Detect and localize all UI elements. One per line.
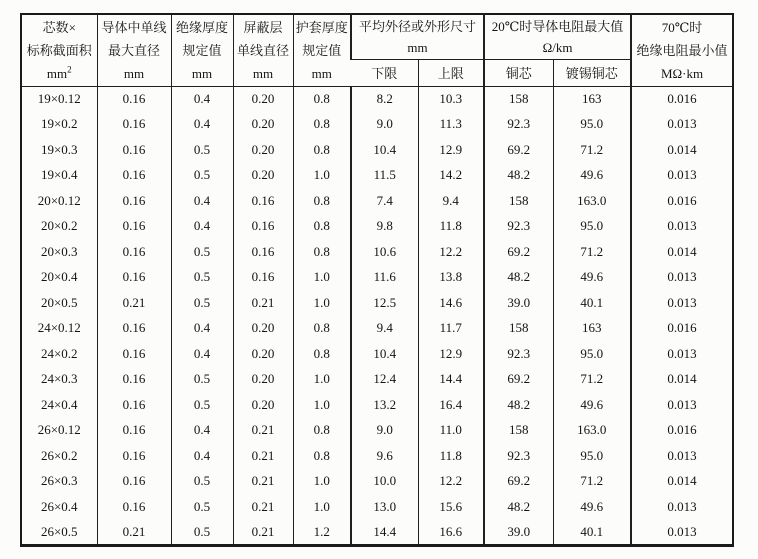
col-header-insulation-thickness — [171, 14, 233, 86]
table-cell: 92.3 — [484, 214, 553, 240]
table-cell: 0.16 — [97, 443, 171, 469]
table-cell: 48.2 — [484, 163, 553, 189]
table-cell: 0.20 — [233, 86, 293, 112]
table-cell: 71.2 — [553, 239, 631, 265]
row-label-cell: 26×0.3 — [40, 473, 78, 489]
header-text: 绝缘电阻最小值 — [636, 42, 728, 58]
col-header-conductor-wire-diameter — [97, 14, 171, 86]
table-cell: 0.16 — [97, 418, 171, 444]
table-cell: 10.6 — [351, 239, 418, 265]
table-cell: 39.0 — [484, 290, 553, 316]
header-unit: mm — [191, 65, 213, 81]
table-cell: 95.0 — [553, 341, 631, 367]
row-label-cell: 20×0.3 — [40, 243, 78, 259]
table-cell: 158 — [484, 188, 553, 214]
table-cell: 10.0 — [351, 469, 418, 495]
col-group-conductor-resistance — [484, 14, 631, 59]
table-cell: 0.16 — [97, 188, 171, 214]
table-cell: 0.16 — [97, 341, 171, 367]
table-row — [21, 188, 733, 214]
table-cell: 0.16 — [97, 316, 171, 342]
superscript-2: 2 — [67, 64, 72, 75]
header-text: 最大直径 — [107, 42, 160, 58]
header-text: 护套厚度 — [295, 19, 348, 35]
table-cell: 1.0 — [293, 265, 351, 291]
row-label-cell: 24×0.2 — [40, 345, 78, 361]
table-cell: 11.3 — [418, 112, 484, 138]
table-cell: 0.016 — [631, 418, 733, 444]
table-cell: 14.4 — [418, 367, 484, 393]
table-cell: 10.4 — [351, 137, 418, 163]
row-label-cell: 26×0.4 — [40, 498, 78, 514]
table-cell: 0.013 — [631, 163, 733, 189]
table-cell: 0.5 — [171, 239, 233, 265]
table-cell: 0.5 — [171, 290, 233, 316]
table-cell: 1.0 — [293, 290, 351, 316]
table-cell: 0.4 — [171, 188, 233, 214]
table-cell: 0.013 — [631, 392, 733, 418]
table-cell: 0.16 — [97, 163, 171, 189]
table-cell: 1.0 — [293, 367, 351, 393]
table-cell: 158 — [484, 86, 553, 112]
table-row — [21, 137, 733, 163]
table-row — [21, 418, 733, 444]
table-cell: 0.5 — [171, 163, 233, 189]
table-cell: 13.2 — [351, 392, 418, 418]
table-cell: 0.21 — [233, 494, 293, 520]
table-row — [21, 494, 733, 520]
header-unit: MΩ·km — [660, 65, 704, 81]
cable-spec-table — [20, 13, 734, 547]
table-cell: 69.2 — [484, 367, 553, 393]
table-cell: 0.016 — [631, 188, 733, 214]
table-cell: 16.4 — [418, 392, 484, 418]
table-cell: 71.2 — [553, 469, 631, 495]
table-cell: 14.6 — [418, 290, 484, 316]
col-header-shield-wire-diameter — [233, 14, 293, 86]
table-cell: 0.21 — [233, 443, 293, 469]
subcol-header-upper-limit: 上限 — [418, 59, 484, 86]
table-cell: 49.6 — [553, 392, 631, 418]
table-cell: 0.16 — [97, 137, 171, 163]
table-row — [21, 265, 733, 291]
header-text: 芯数× — [42, 19, 76, 35]
col-header-cores-area — [21, 14, 97, 86]
table-cell: 69.2 — [484, 137, 553, 163]
table-cell: 7.4 — [351, 188, 418, 214]
table-cell: 0.8 — [293, 316, 351, 342]
table-cell: 8.2 — [351, 86, 418, 112]
table-cell: 14.2 — [418, 163, 484, 189]
table-cell: 9.6 — [351, 443, 418, 469]
table-cell: 163.0 — [553, 418, 631, 444]
table-cell: 158 — [484, 316, 553, 342]
header-text: 单线直径 — [236, 42, 289, 58]
table-cell: 0.013 — [631, 112, 733, 138]
table-cell: 0.16 — [97, 367, 171, 393]
table-cell: 48.2 — [484, 392, 553, 418]
table-cell: 0.20 — [233, 163, 293, 189]
table-cell: 15.6 — [418, 494, 484, 520]
table-cell: 69.2 — [484, 239, 553, 265]
row-label-cell: 19×0.12 — [37, 91, 81, 106]
table-cell: 0.014 — [631, 469, 733, 495]
header-unit: $mm^2$ — [46, 64, 72, 81]
table-cell: 0.16 — [97, 239, 171, 265]
header-text: 规定值 — [182, 42, 222, 58]
table-cell: 0.5 — [171, 392, 233, 418]
table-cell: 0.8 — [293, 418, 351, 444]
table-row — [21, 112, 733, 138]
header-text: 规定值 — [302, 42, 342, 58]
table-cell: 11.5 — [351, 163, 418, 189]
header-text: 绝缘厚度 — [175, 19, 228, 35]
table-cell: 158 — [484, 418, 553, 444]
table-cell: 39.0 — [484, 520, 553, 546]
table-cell: 0.16 — [233, 265, 293, 291]
table-row — [21, 239, 733, 265]
table-cell: 0.5 — [171, 469, 233, 495]
table-cell: 0.4 — [171, 316, 233, 342]
table-cell: 0.20 — [233, 316, 293, 342]
table-cell: 12.2 — [418, 239, 484, 265]
table-cell: 16.6 — [418, 520, 484, 546]
table-cell: 0.014 — [631, 137, 733, 163]
table-cell: 0.4 — [171, 86, 233, 112]
subcol-header-lower-limit: 下限 — [351, 59, 418, 86]
table-cell: 1.2 — [293, 520, 351, 546]
table-cell: 0.5 — [171, 494, 233, 520]
row-label-cell: 24×0.12 — [37, 320, 81, 336]
table-cell: 0.4 — [171, 341, 233, 367]
table-cell: 0.21 — [233, 520, 293, 546]
table-cell: 12.5 — [351, 290, 418, 316]
header-text: 70℃时 — [661, 19, 703, 35]
table-cell: 0.4 — [171, 214, 233, 240]
group-unit: mm — [407, 39, 428, 55]
subcol-header-tinned-copper-core: 镀锡铜芯 — [553, 59, 631, 86]
row-label-cell: 24×0.3 — [40, 371, 78, 387]
table-cell: 0.20 — [233, 367, 293, 393]
table-cell: 0.013 — [631, 265, 733, 291]
table-cell: 0.8 — [293, 341, 351, 367]
table-cell: 9.8 — [351, 214, 418, 240]
table-cell: 48.2 — [484, 494, 553, 520]
table-row — [21, 214, 733, 240]
row-label-cell: 20×0.5 — [40, 294, 78, 310]
table-cell: 9.0 — [351, 418, 418, 444]
table-cell: 95.0 — [553, 214, 631, 240]
table-cell: 14.4 — [351, 520, 418, 546]
table-cell: 0.16 — [233, 239, 293, 265]
row-label-cell: 19×0.3 — [40, 141, 78, 157]
table-cell: 95.0 — [553, 112, 631, 138]
header-text: 标称截面积 — [26, 42, 92, 58]
table-cell: 13.0 — [351, 494, 418, 520]
table-cell: 11.0 — [418, 418, 484, 444]
header-unit: mm — [123, 65, 145, 81]
row-label-cell: 26×0.2 — [40, 447, 78, 463]
table-cell: 0.21 — [97, 520, 171, 546]
table-row — [21, 163, 733, 189]
table-cell: 0.16 — [97, 214, 171, 240]
table-cell: 0.4 — [171, 443, 233, 469]
table-cell: 0.5 — [171, 265, 233, 291]
table-cell: 1.0 — [293, 494, 351, 520]
subcol-header-copper-core: 铜芯 — [484, 59, 553, 86]
table-cell: 11.8 — [418, 214, 484, 240]
table-row — [21, 316, 733, 342]
table-cell: 0.013 — [631, 443, 733, 469]
table-cell: 1.0 — [293, 469, 351, 495]
row-label-cell: 24×0.4 — [40, 396, 78, 412]
table-cell: 13.8 — [418, 265, 484, 291]
table-cell: 0.013 — [631, 214, 733, 240]
table-cell: 0.20 — [233, 392, 293, 418]
table-row — [21, 341, 733, 367]
table-cell: 0.20 — [233, 112, 293, 138]
table-cell: 0.016 — [631, 86, 733, 112]
table-cell: 0.21 — [233, 290, 293, 316]
table-cell: 0.013 — [631, 290, 733, 316]
table-cell: 0.8 — [293, 443, 351, 469]
table-cell: 0.21 — [97, 290, 171, 316]
table-cell: 69.2 — [484, 469, 553, 495]
table-cell: 0.16 — [97, 469, 171, 495]
group-title: 平均外径或外形尺寸 — [359, 18, 477, 34]
table-cell: 71.2 — [553, 137, 631, 163]
table-cell: 0.016 — [631, 316, 733, 342]
table-cell: 1.0 — [293, 392, 351, 418]
table-cell: 0.20 — [233, 341, 293, 367]
table-cell: 0.21 — [233, 418, 293, 444]
table-row — [21, 443, 733, 469]
table-cell: 0.014 — [631, 367, 733, 393]
col-header-insulation-resistance — [631, 14, 733, 86]
table-cell: 92.3 — [484, 341, 553, 367]
table-cell: 0.16 — [233, 214, 293, 240]
table-cell: 0.4 — [171, 418, 233, 444]
table-row — [21, 290, 733, 316]
header-text: 导体中单线 — [101, 19, 167, 35]
table-cell: 12.9 — [418, 137, 484, 163]
table-cell: 0.16 — [97, 392, 171, 418]
table-cell: 10.4 — [351, 341, 418, 367]
group-unit: Ω/km — [542, 39, 573, 55]
header-text: 屏蔽层 — [243, 19, 283, 35]
table-cell: 12.2 — [418, 469, 484, 495]
table-cell: 0.21 — [233, 469, 293, 495]
table-cell: 92.3 — [484, 443, 553, 469]
table-row — [21, 392, 733, 418]
table-body — [21, 86, 733, 545]
row-label-cell: 26×0.12 — [37, 422, 81, 438]
table-row — [21, 469, 733, 495]
table-cell: 0.8 — [293, 137, 351, 163]
table-cell: 49.6 — [553, 265, 631, 291]
table-cell: 9.4 — [351, 316, 418, 342]
table-cell: 0.8 — [293, 86, 351, 112]
table-cell: 0.8 — [293, 188, 351, 214]
table-cell: 40.1 — [553, 290, 631, 316]
table-cell: 0.013 — [631, 520, 733, 546]
table-cell: 163.0 — [553, 188, 631, 214]
table-cell: 48.2 — [484, 265, 553, 291]
table-cell: 0.013 — [631, 341, 733, 367]
table-cell: 95.0 — [553, 443, 631, 469]
table-cell: 0.16 — [97, 86, 171, 112]
table-cell: 11.6 — [351, 265, 418, 291]
table-cell: 71.2 — [553, 367, 631, 393]
table-cell: 0.20 — [233, 137, 293, 163]
table-cell: 0.4 — [171, 112, 233, 138]
table-cell: 1.0 — [293, 163, 351, 189]
table-cell: 49.6 — [553, 163, 631, 189]
table-cell: 11.8 — [418, 443, 484, 469]
row-label-cell: 19×0.4 — [40, 167, 78, 183]
table-cell: 0.8 — [293, 239, 351, 265]
table-cell: 9.0 — [351, 112, 418, 138]
table-cell: 11.7 — [418, 316, 484, 342]
table-cell: 0.16 — [97, 494, 171, 520]
table-cell: 0.16 — [97, 112, 171, 138]
row-label-cell: 19×0.2 — [40, 116, 78, 132]
col-group-outer-diameter — [351, 14, 484, 59]
header-unit: mm — [311, 65, 332, 81]
table-cell: 12.9 — [418, 341, 484, 367]
table-cell: 0.014 — [631, 239, 733, 265]
table-cell: 92.3 — [484, 112, 553, 138]
group-title: 20℃时导体电阻最大值 — [491, 18, 624, 34]
table-cell: 0.8 — [293, 214, 351, 240]
col-header-sheath-thickness — [293, 14, 351, 86]
table-cell: 0.5 — [171, 520, 233, 546]
table-row — [21, 520, 733, 546]
row-label-cell: 20×0.12 — [37, 192, 81, 208]
table-cell: 12.4 — [351, 367, 418, 393]
table-row — [21, 367, 733, 393]
row-label-cell: 20×0.2 — [40, 218, 78, 234]
table-cell: 0.16 — [233, 188, 293, 214]
table-cell: 9.4 — [418, 188, 484, 214]
table-cell: 0.013 — [631, 494, 733, 520]
table-cell: 163 — [553, 316, 631, 342]
table-cell: 0.5 — [171, 137, 233, 163]
header-unit: mm — [252, 65, 274, 81]
row-label-cell: 26×0.5 — [40, 523, 78, 539]
table-cell: 40.1 — [553, 520, 631, 546]
table-cell: 163 — [553, 86, 631, 112]
table-row — [21, 86, 733, 112]
row-label-cell: 20×0.4 — [40, 269, 78, 285]
table-cell: 0.8 — [293, 112, 351, 138]
table-cell: 0.5 — [171, 367, 233, 393]
table-cell: 0.16 — [97, 265, 171, 291]
table-cell: 49.6 — [553, 494, 631, 520]
table-cell: 10.3 — [418, 86, 484, 112]
